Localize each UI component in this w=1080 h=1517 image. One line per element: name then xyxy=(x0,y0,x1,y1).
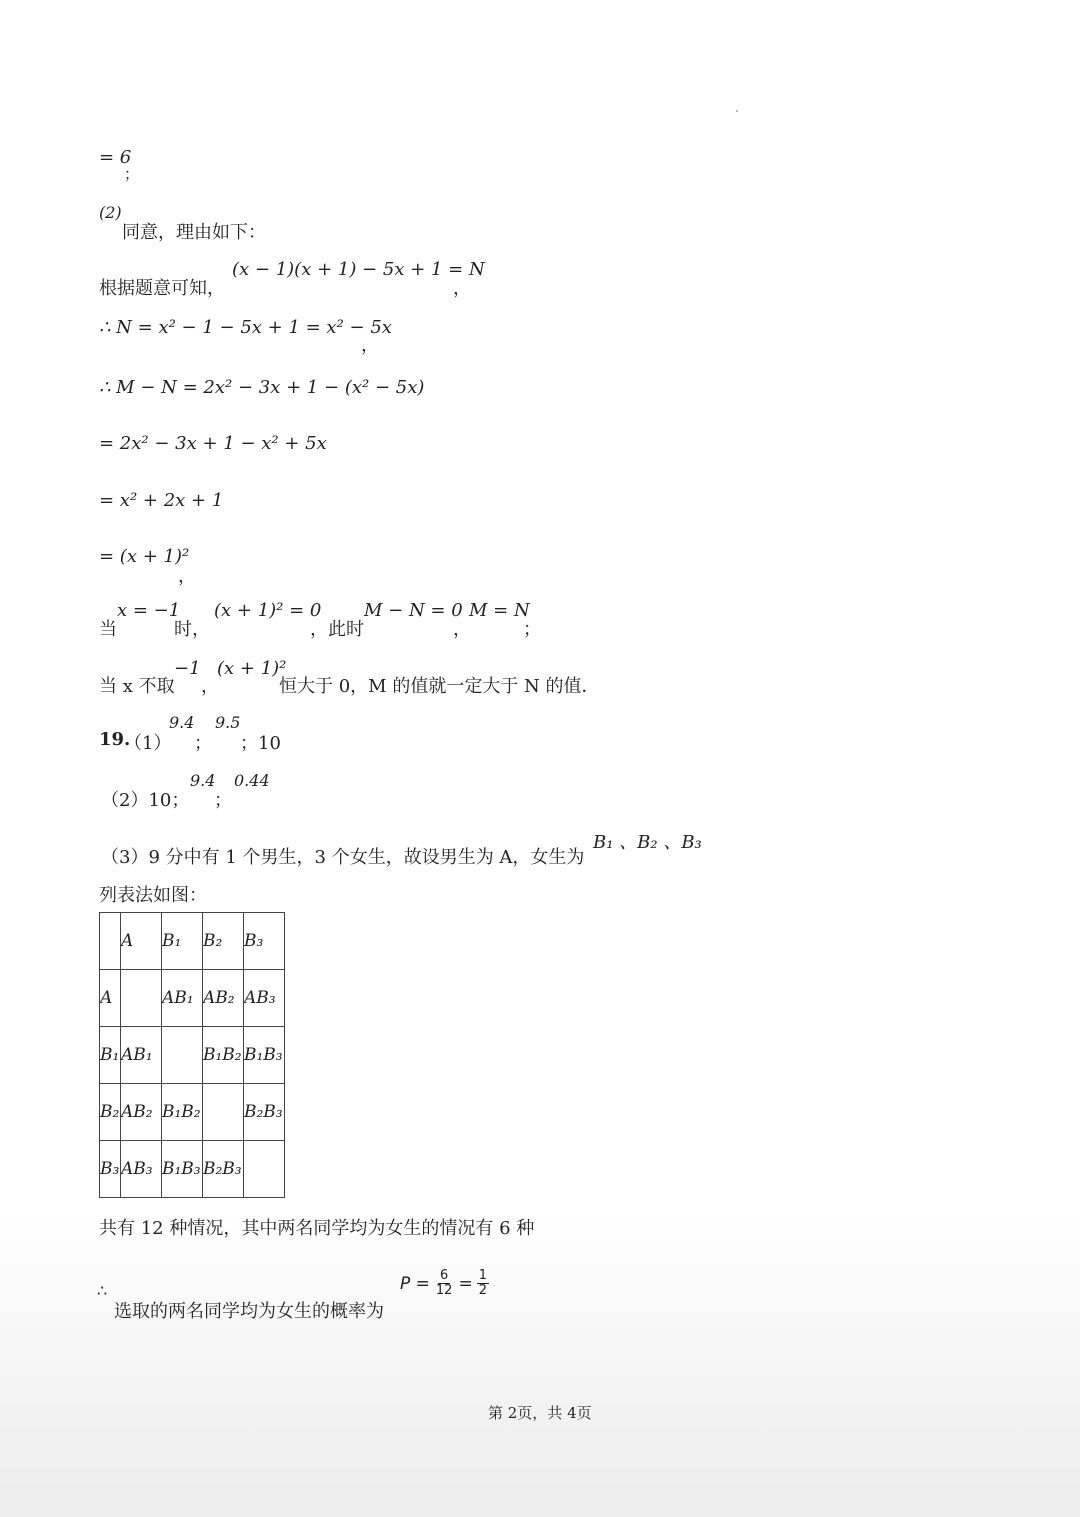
fraction-1-2 xyxy=(477,1269,489,1298)
fraction-6-12 xyxy=(434,1269,455,1298)
equation-step-3: = (x + 1)² xyxy=(99,546,190,567)
count-text: 共有 12 种情况，其中两名同学均为女生的情况有 6 种 xyxy=(99,1218,535,1239)
part-1-label: （1） xyxy=(124,733,172,754)
table-cell: B₁B₂ xyxy=(162,1084,203,1141)
outcome-table xyxy=(99,912,285,1198)
m-minus-n-zero: M − N = 0 xyxy=(364,600,463,621)
punct: ， xyxy=(453,619,471,640)
table-cell: B₁ xyxy=(162,913,203,970)
table-cell: B₁B₃ xyxy=(162,1141,203,1198)
then-text: ，此时 xyxy=(310,619,364,640)
when-not-text: 当 x 不取 xyxy=(99,676,175,697)
punct: ； xyxy=(523,619,541,640)
denominator: 12 xyxy=(435,1283,453,1298)
table-cell: AB₁ xyxy=(121,1027,162,1084)
table-cell: A xyxy=(121,913,162,970)
math-expr: = 6 xyxy=(99,147,132,168)
punct: ， xyxy=(453,278,471,299)
answer-mode: ；10 xyxy=(240,733,281,754)
when-suffix: 时， xyxy=(174,619,210,640)
condition-x: x = −1 xyxy=(117,600,181,621)
punct: ， xyxy=(178,566,196,587)
m-equals-n: M = N xyxy=(469,600,530,621)
table-cell: A xyxy=(100,970,121,1027)
table-row xyxy=(100,1141,285,1198)
table-cell: B₃ xyxy=(100,1141,121,1198)
table-row xyxy=(100,1027,285,1084)
punct: ； xyxy=(194,733,212,754)
table-cell xyxy=(100,913,121,970)
table-cell xyxy=(162,1027,203,1084)
table-cell: B₂B₃ xyxy=(203,1141,244,1198)
neg-one: −1 xyxy=(174,658,201,679)
answer-median: 9.5 xyxy=(215,713,241,732)
prob-p: P = xyxy=(400,1273,430,1294)
table-row xyxy=(100,1084,285,1141)
girls-labels: B₁ 、B₂ 、B₃ xyxy=(593,832,702,853)
therefore-symbol: ∴ xyxy=(97,1281,108,1300)
equation-step-1: = 2x² − 3x + 1 − x² + 5x xyxy=(99,433,327,454)
table-cell: AB₃ xyxy=(121,1141,162,1198)
table-cell: B₂ xyxy=(203,913,244,970)
part-number: (2) xyxy=(99,203,122,222)
punct: ； xyxy=(214,790,232,811)
table-cell xyxy=(121,970,162,1027)
equals-sign: = xyxy=(458,1273,473,1294)
part-3-text: （3）9 分中有 1 个男生，3 个女生，故设男生为 A，女生为 xyxy=(101,847,585,868)
denominator: 2 xyxy=(478,1283,487,1298)
table-cell: B₁B₃ xyxy=(244,1027,285,1084)
punct: ， xyxy=(361,335,379,356)
agree-text: 同意，理由如下： xyxy=(122,222,266,243)
probability-formula xyxy=(400,1269,489,1298)
page-footer: 第 2页，共 4页 xyxy=(488,1404,592,1422)
punct: ； xyxy=(124,165,140,183)
equation-n-simplified: ∴ N = x² − 1 − 5x + 1 = x² − 5x xyxy=(99,317,392,338)
question-number: 19. xyxy=(99,729,131,750)
table-cell: B₃ xyxy=(244,913,285,970)
table-cell: AB₂ xyxy=(203,970,244,1027)
list-method-text: 列表法如图： xyxy=(99,885,207,906)
answer-part2-a: 9.4 xyxy=(190,771,216,790)
answer-mean: 9.4 xyxy=(169,713,195,732)
table-cell: AB₂ xyxy=(121,1084,162,1141)
when-text: 当 xyxy=(99,619,117,640)
scan-speck xyxy=(736,110,738,112)
numerator: 1 xyxy=(478,1268,487,1283)
intro-text: 根据题意可知， xyxy=(99,278,225,299)
part-2-label: （2）10； xyxy=(101,790,190,811)
equation-m-minus-n: ∴ M − N = 2x² − 3x + 1 − (x² − 5x) xyxy=(99,377,425,398)
table-row xyxy=(100,913,285,970)
equation-n: (x − 1)(x + 1) − 5x + 1 = N xyxy=(232,259,485,280)
answer-part2-b: 0.44 xyxy=(234,771,270,790)
probability-text: 选取的两名同学均为女生的概率为 xyxy=(114,1301,384,1322)
numerator: 6 xyxy=(440,1268,449,1283)
punct: ， xyxy=(201,676,219,697)
table-cell: AB₁ xyxy=(162,970,203,1027)
conclusion-text: 恒大于 0，M 的值就一定大于 N 的值． xyxy=(279,676,600,697)
table-cell xyxy=(203,1084,244,1141)
table-cell: B₂ xyxy=(100,1084,121,1141)
table-cell: B₁ xyxy=(100,1027,121,1084)
equation-step-2: = x² + 2x + 1 xyxy=(99,490,224,511)
table-row xyxy=(100,970,285,1027)
table-cell: B₁B₂ xyxy=(203,1027,244,1084)
table-cell xyxy=(244,1141,285,1198)
table-cell: AB₃ xyxy=(244,970,285,1027)
table-cell: B₂B₃ xyxy=(244,1084,285,1141)
condition-square: (x + 1)² = 0 xyxy=(214,600,322,621)
square-expr: (x + 1)² xyxy=(217,658,287,679)
